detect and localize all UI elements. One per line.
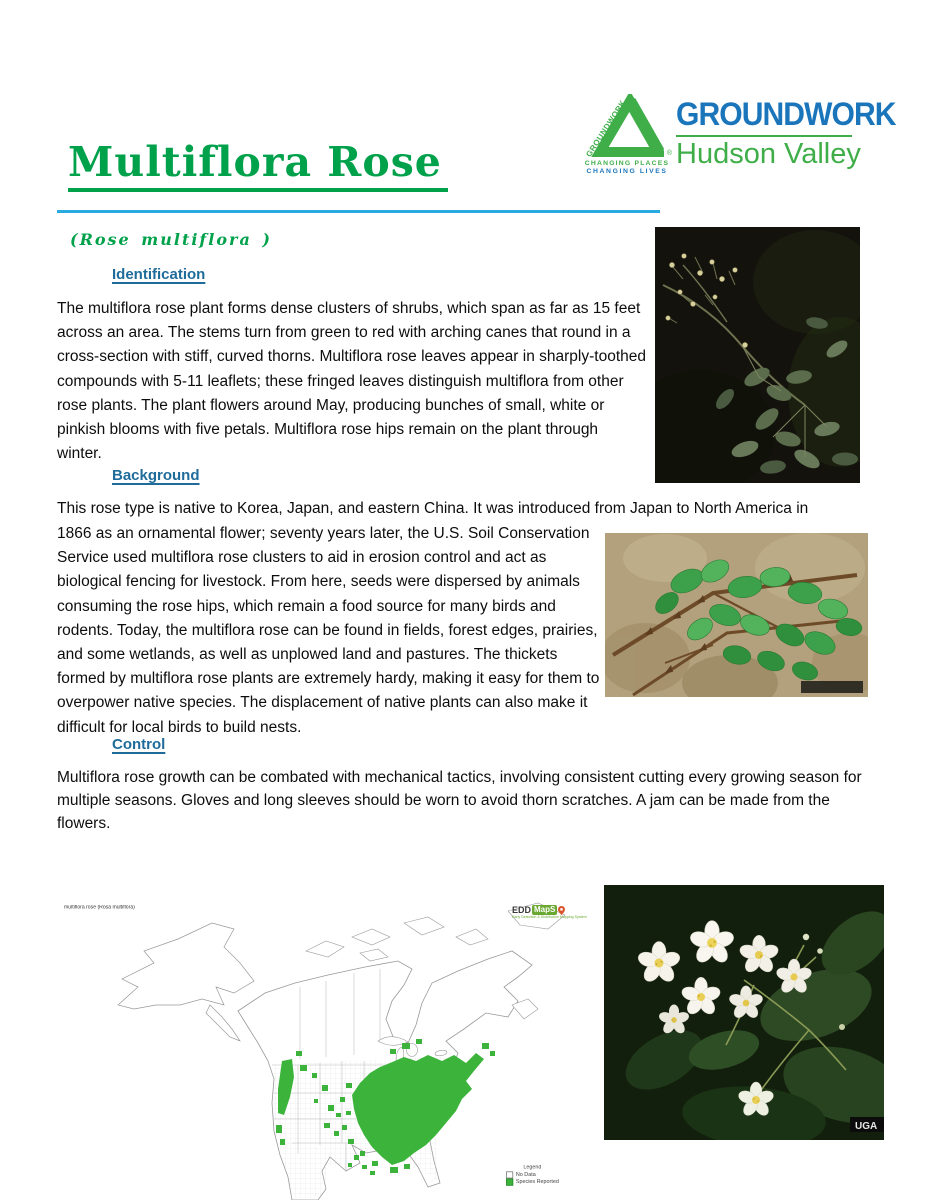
distribution-map [60, 893, 587, 1200]
legend-swatch-nodata [506, 1171, 513, 1178]
eddmaps-logo [512, 905, 587, 920]
legend-label-nodata: No Data [515, 1172, 536, 1178]
legend-swatch-reported [506, 1179, 513, 1186]
eddmaps-prefix: EDD [512, 905, 532, 915]
heading-background: Background [112, 467, 200, 484]
paragraph-control: Multiflora rose growth can be combated with mechanical tactics, involving consistent cutting every growing season for multiple seasons. Gloves and long sleeves should be worn to avoid thorn scratches. A jam can be made from the flowers. [57, 769, 862, 832]
photo-watermark-box [801, 681, 863, 693]
tagline-changing-lives: CHANGING LIVES [586, 168, 668, 176]
map-title: multiflora rose (Rosa multiflora) [64, 905, 135, 911]
eddmaps-suffix: MapS [534, 905, 556, 914]
paragraph-background-intro: This rose type is native to Korea, Japan, and eastern China. It was introduced from Japan to North America in [57, 500, 809, 517]
wordmark-hudson-valley: Hudson Valley [676, 137, 861, 170]
heading-identification: Identification [112, 266, 206, 283]
legend-item-reported [506, 1179, 559, 1186]
photo-white-flowers [604, 885, 884, 1140]
photo-watermark [850, 1117, 884, 1132]
page-title: Multiflora Rose [68, 140, 448, 192]
wordmark-groundwork: GROUNDWORK [676, 96, 896, 132]
eddmaps-tagline: Early Detection & Distribution Mapping System [512, 915, 587, 919]
map-pin-icon [558, 906, 565, 915]
wordmark-divider [676, 135, 852, 137]
paragraph-background-body: 1866 as an ornamental flower; seventy years later, the U.S. Soil Conservation Service used multiflora rose clusters to aid in erosion control and act as biological fencing for livestock. From here, seeds were dispersed by animals consuming the rose hips, which remain a food source for many birds and rodents. Today, the multiflora rose can be found in fields, forest edges, prairies, and some wetlands, as well as unplowed land and pastures. The thickets formed by multiflora rose plants are extremely hardy, making it easy for them to overpower native species. The displacement of native plants can also make it difficult for local birds to build nests. [57, 525, 600, 736]
photo-thorny-leaves [605, 533, 868, 697]
registered-trademark: ® [666, 150, 672, 157]
legend-title: Legend [523, 1165, 542, 1171]
groundwork-wordmark [676, 94, 910, 186]
tagline-changing-places: CHANGING PLACES [584, 160, 670, 167]
paragraph-identification: The multiflora rose plant forms dense clusters of shrubs, which span as far as 15 feet across an area. The stems turn from green to red with arching canes that round in a cross-section with stiff, curved thorns. Multiflora rose leaves appear in sharply-toothed compounds with 5-11 leaflets; these fringed leaves distinguish multiflora from other rose plants. The plant flowers around May, producing bunches of small, white or pinkish blooms with five petals. Multiflora rose hips remain on the plant through winter. [57, 300, 646, 463]
heading-control: Control [112, 736, 166, 753]
north-america-map [60, 893, 587, 1200]
map-legend [506, 1165, 559, 1186]
photo-rose-buds [655, 227, 860, 483]
groundwork-triangle-mark [584, 94, 670, 186]
logo-taglines [584, 160, 670, 177]
scientific-name: (Rose multiflora ) [70, 230, 272, 249]
legend-label-reported: Species Reported [515, 1179, 559, 1185]
triangle-rotated-text: GROUNDWORK [584, 98, 628, 159]
legend-item-nodata [506, 1171, 559, 1178]
svg-text:UGA: UGA [855, 1121, 878, 1132]
header-divider-rule [57, 210, 660, 213]
alaska [118, 923, 254, 1041]
groundwork-logo [584, 94, 896, 186]
